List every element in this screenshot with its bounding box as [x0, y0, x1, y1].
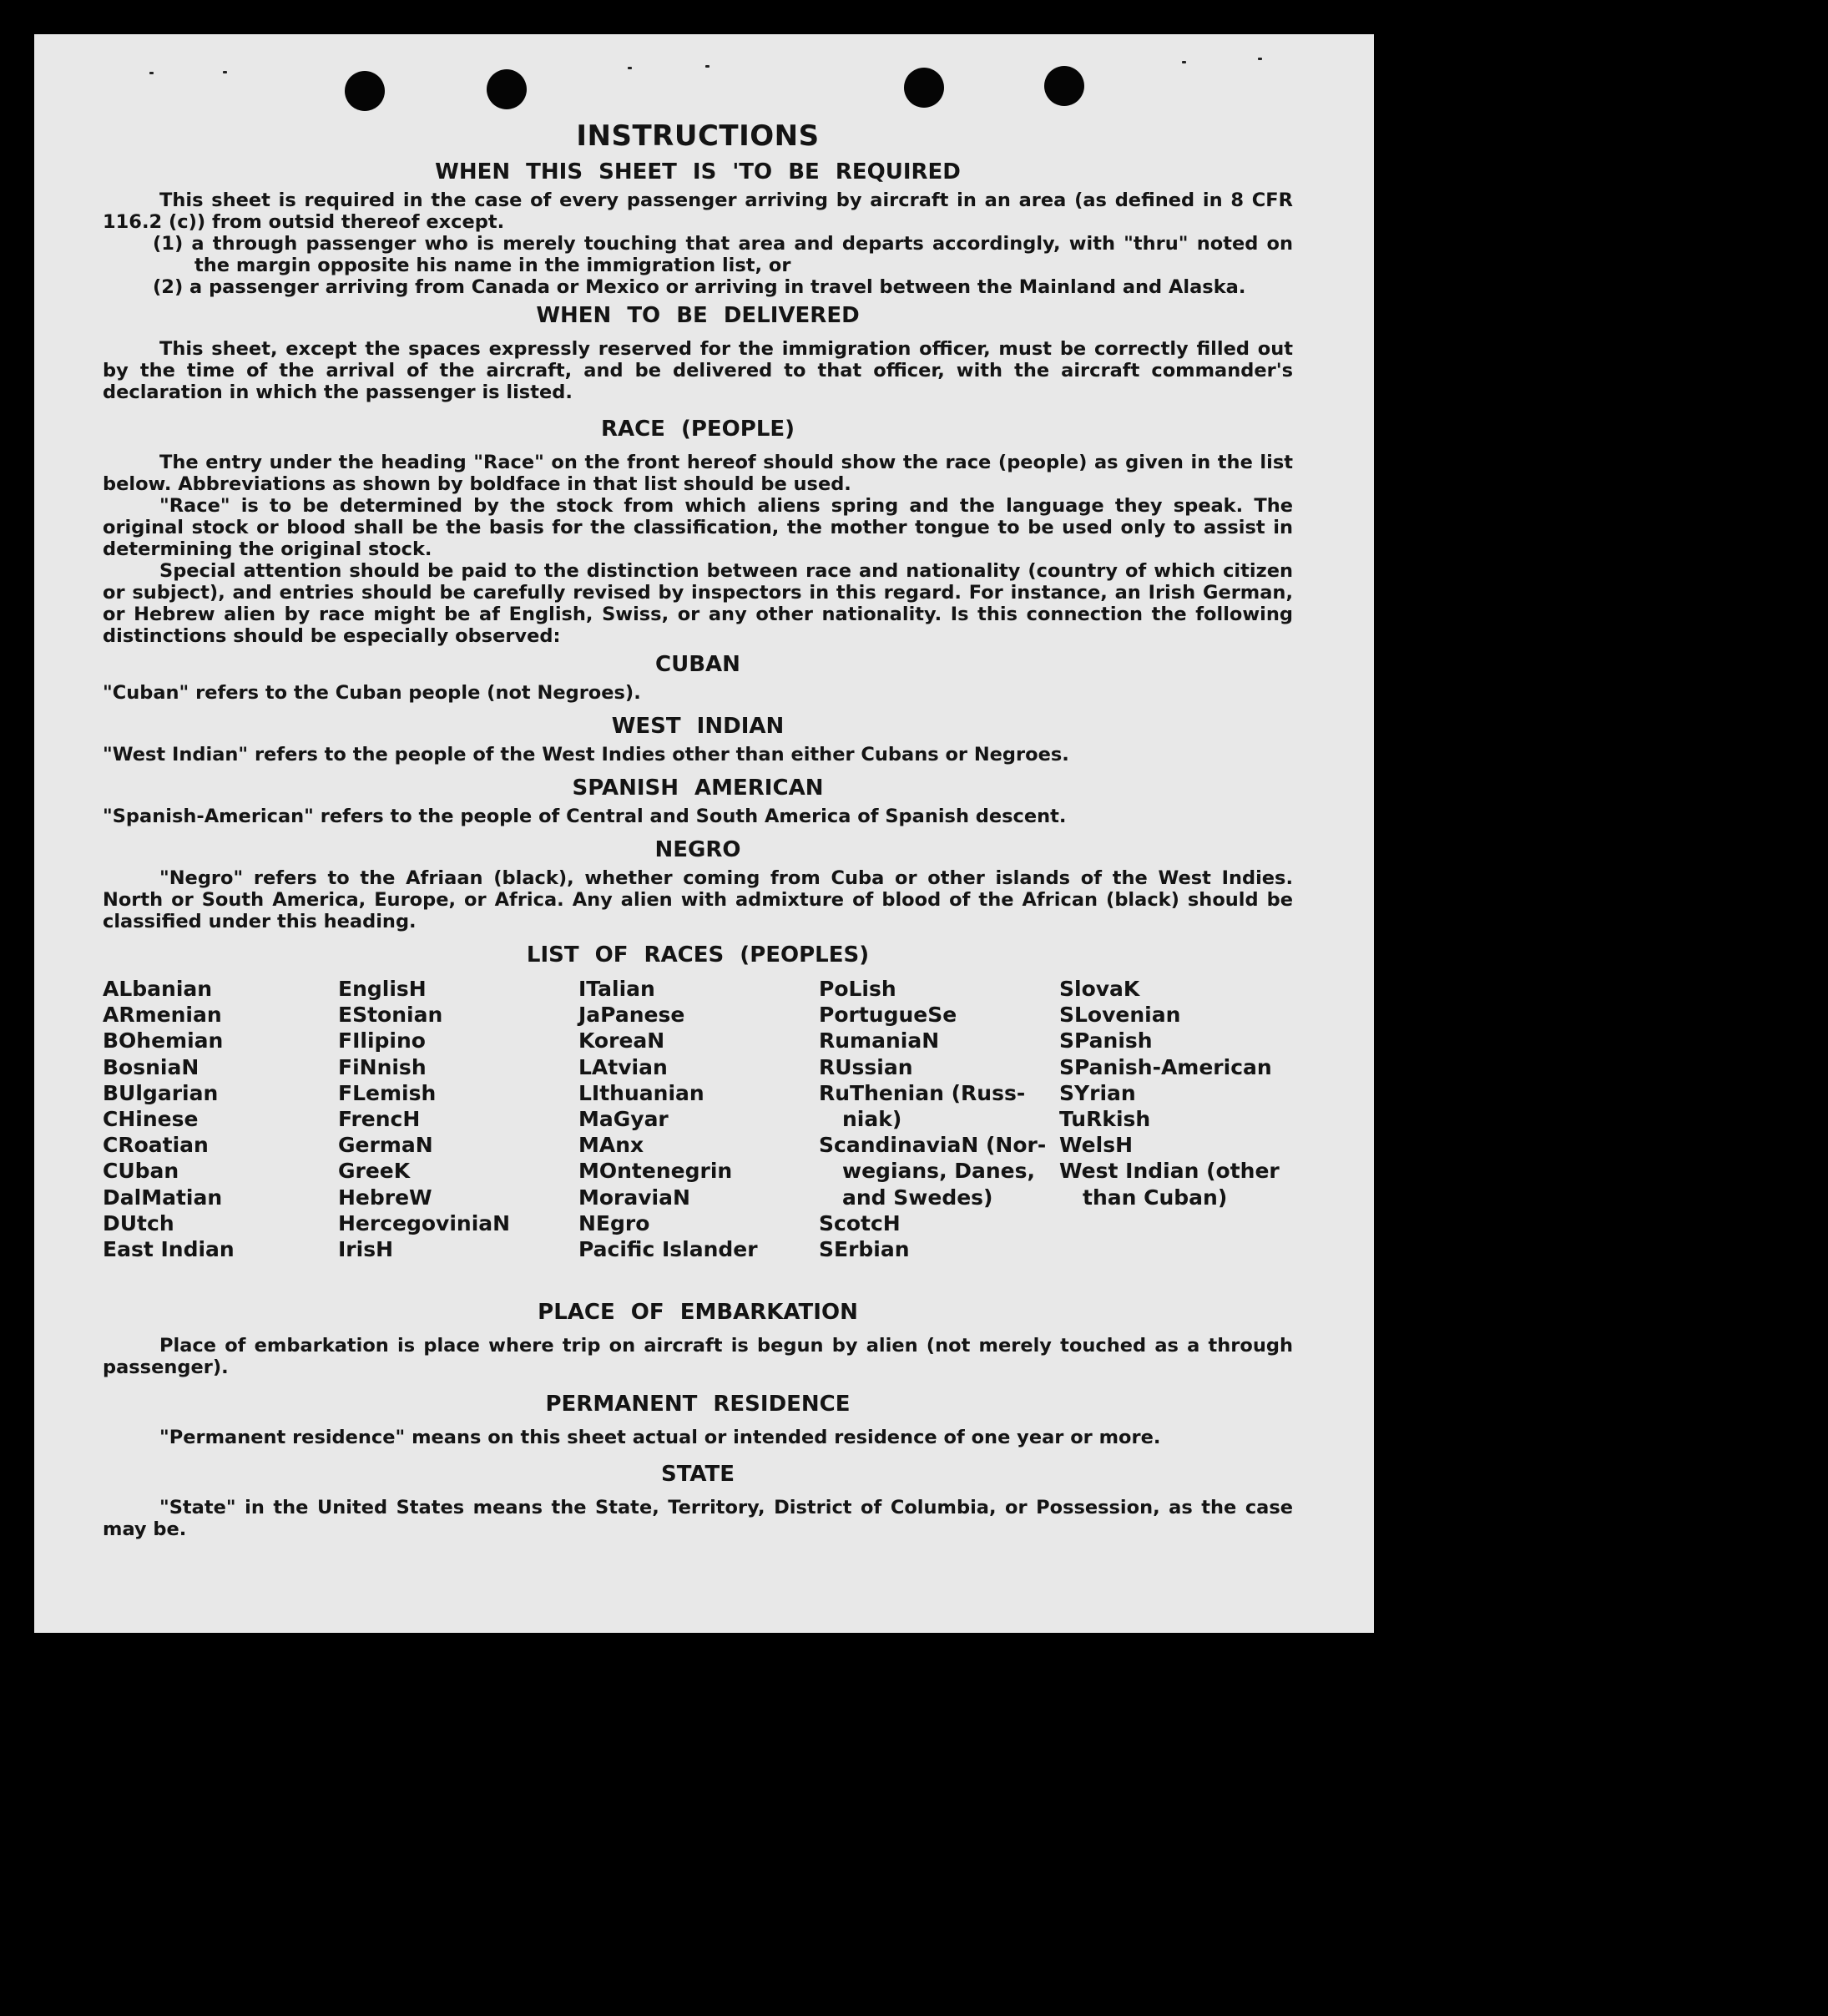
race-item: FLemish — [338, 1080, 437, 1105]
delivered-text: This sheet, except the spaces expressly reserved for the immigration officer, must be correctly filled out by the time of the arrival of the aircraft, and be delivered to that officer, with the aircraft commander's declaration in which the passenger is listed. — [103, 338, 1293, 403]
race-item: MAnx — [578, 1133, 644, 1158]
speck-mark — [628, 67, 632, 69]
races-column-1 — [103, 976, 235, 1262]
residence-text: "Permanent residence" means on this sheet actual or intended residence of one year or more. — [159, 1427, 1161, 1448]
heading-negro: NEGRO — [654, 837, 741, 862]
races-column-4 — [819, 976, 1046, 1262]
race-item: CHinese — [103, 1107, 199, 1132]
heading-west-indian: WEST INDIAN — [611, 714, 785, 739]
heading-cuban: CUBAN — [655, 652, 740, 677]
race-item: ITalian — [578, 977, 655, 1001]
race-item: SPanish — [1059, 1028, 1153, 1053]
speck-mark — [705, 65, 709, 68]
race-item: SPanish-American — [1059, 1054, 1272, 1079]
race-item: MaGyar — [578, 1107, 669, 1132]
race-item: LAtvian — [578, 1054, 668, 1079]
races-column-3 — [578, 976, 758, 1262]
heading-when-delivered: WHEN TO BE DELIVERED — [536, 303, 860, 328]
race-item: JaPanese — [578, 1003, 685, 1028]
race-item: BOhemian — [103, 1028, 224, 1053]
heading-place-of-embarkation: PLACE OF EMBARKATION — [538, 1300, 858, 1325]
race-paragraph-2: "Race" is to be determined by the stock from which aliens spring and the language they speak. The original stock or blood shall be the basis for the classification, the mother tongue to be used only to assist in determining the original stock. — [103, 495, 1293, 560]
race-item: CRoatian — [103, 1133, 209, 1158]
punch-hole — [345, 71, 385, 111]
race-item: RuThenian (Russ- — [819, 1080, 1026, 1105]
race-paragraph-3: Special attention should be paid to the distinction between race and nationality (country of which citizen or subject), and entries should be carefully revised by inspectors in this regard. For instance, an Irish German, or Hebrew alien by race might be af English, Swiss, or any other nationality. Is this connection the following distinctions should be especially observed: — [103, 560, 1293, 647]
punch-hole — [487, 69, 527, 109]
race-item: PoLish — [819, 977, 896, 1001]
race-item: PortugueSe — [819, 1003, 957, 1028]
required-exception-1: (1) a through passenger who is merely touching that area and departs accordingly, with "thru" noted on the margin opposite his name in the immigration list, or — [153, 233, 1293, 276]
punch-hole — [904, 68, 944, 108]
heading-state: STATE — [660, 1462, 735, 1487]
race-item: SYrian — [1059, 1080, 1136, 1105]
race-item: KoreaN — [578, 1028, 665, 1053]
race-item: than Cuban) — [1083, 1185, 1228, 1210]
race-item: EnglisH — [338, 977, 427, 1001]
race-item: LIthuanian — [578, 1080, 704, 1105]
negro-text: "Negro" refers to the Afriaan (black), whether coming from Cuba or other islands of the West Indies. North or South America, Europe, or Africa. Any alien with admixture of blood of the African (black) should be classified under this heading. — [103, 867, 1293, 932]
race-item: NEgro — [578, 1210, 650, 1235]
race-item: ScotcH — [819, 1210, 901, 1235]
race-item: WelsH — [1059, 1133, 1134, 1158]
race-item: FrencH — [338, 1107, 421, 1132]
race-item: Pacific Islander — [578, 1237, 758, 1262]
speck-mark — [149, 72, 154, 74]
race-paragraph-1: The entry under the heading "Race" on the front hereof should show the race (people) as given in the list below. Abbreviations as shown by boldface in that list should be used. — [103, 452, 1293, 495]
race-item: GermaN — [338, 1133, 433, 1158]
heading-spanish-american: SPANISH AMERICAN — [572, 776, 824, 801]
race-item: DUtch — [103, 1210, 174, 1235]
required-exception-2: (2) a passenger arriving from Canada or Mexico or arriving in travel between the Mainland and Alaska. — [153, 276, 1246, 298]
required-intro: This sheet is required in the case of every passenger arriving by aircraft in an area (as defined in 8 CFR 116.2 (c)) from outsid thereof except. — [103, 189, 1293, 233]
embarkation-text: Place of embarkation is place where trip on aircraft is begun by alien (not merely touched as a through passenger). — [103, 1335, 1293, 1378]
heading-when-required: WHEN THIS SHEET IS 'TO BE REQUIRED — [435, 159, 961, 184]
race-item: BosniaN — [103, 1054, 199, 1079]
west-indian-text: "West Indian" refers to the people of the West Indies other than either Cubans or Negroes. — [103, 744, 1069, 765]
race-item: ALbanian — [103, 977, 213, 1001]
race-item: FiNnish — [338, 1054, 427, 1079]
race-item: wegians, Danes, — [842, 1159, 1036, 1184]
document-sheet — [34, 34, 1374, 1633]
heading-list-of-races: LIST OF RACES (PEOPLES) — [526, 942, 870, 968]
spanish-american-text: "Spanish-American" refers to the people of Central and South America of Spanish descent. — [103, 806, 1067, 827]
speck-mark — [1182, 61, 1186, 63]
race-item: SLovenian — [1059, 1003, 1181, 1028]
race-item: RumaniaN — [819, 1028, 940, 1053]
race-item: DalMatian — [103, 1185, 223, 1210]
document-title: INSTRUCTIONS — [576, 119, 820, 153]
race-item: ScandinaviaN (Nor- — [819, 1133, 1047, 1158]
races-list — [103, 976, 1293, 1295]
race-item: TuRkish — [1059, 1107, 1151, 1132]
speck-mark — [223, 71, 227, 73]
race-item: GreeK — [338, 1159, 411, 1184]
race-item: FIlipino — [338, 1028, 426, 1053]
race-item: IrisH — [338, 1237, 394, 1262]
race-item: niak) — [842, 1107, 902, 1132]
race-item: CUban — [103, 1159, 179, 1184]
race-item: ARmenian — [103, 1003, 222, 1028]
race-item: SlovaK — [1059, 977, 1140, 1001]
race-item: West Indian (other — [1059, 1159, 1280, 1184]
races-column-5 — [1059, 976, 1280, 1210]
speck-mark — [1258, 58, 1262, 60]
heading-permanent-residence: PERMANENT RESIDENCE — [545, 1392, 851, 1417]
race-item: HercegoviniaN — [338, 1210, 511, 1235]
race-item: and Swedes) — [842, 1185, 993, 1210]
punch-hole — [1044, 66, 1084, 106]
document-content — [103, 118, 1293, 1540]
heading-race: RACE (PEOPLE) — [600, 417, 795, 442]
state-text: "State" in the United States means the State, Territory, District of Columbia, or Possession, as the case may be. — [103, 1497, 1293, 1540]
race-item: MOntenegrin — [578, 1159, 733, 1184]
race-item: HebreW — [338, 1185, 432, 1210]
cuban-text: "Cuban" refers to the Cuban people (not Negroes). — [103, 682, 641, 704]
race-item: MoraviaN — [578, 1185, 690, 1210]
race-item: RUssian — [819, 1054, 913, 1079]
race-item: East Indian — [103, 1237, 235, 1262]
race-item: EStonian — [338, 1003, 443, 1028]
race-item: SErbian — [819, 1237, 910, 1262]
race-item: BUlgarian — [103, 1080, 219, 1105]
races-column-2 — [338, 976, 510, 1262]
